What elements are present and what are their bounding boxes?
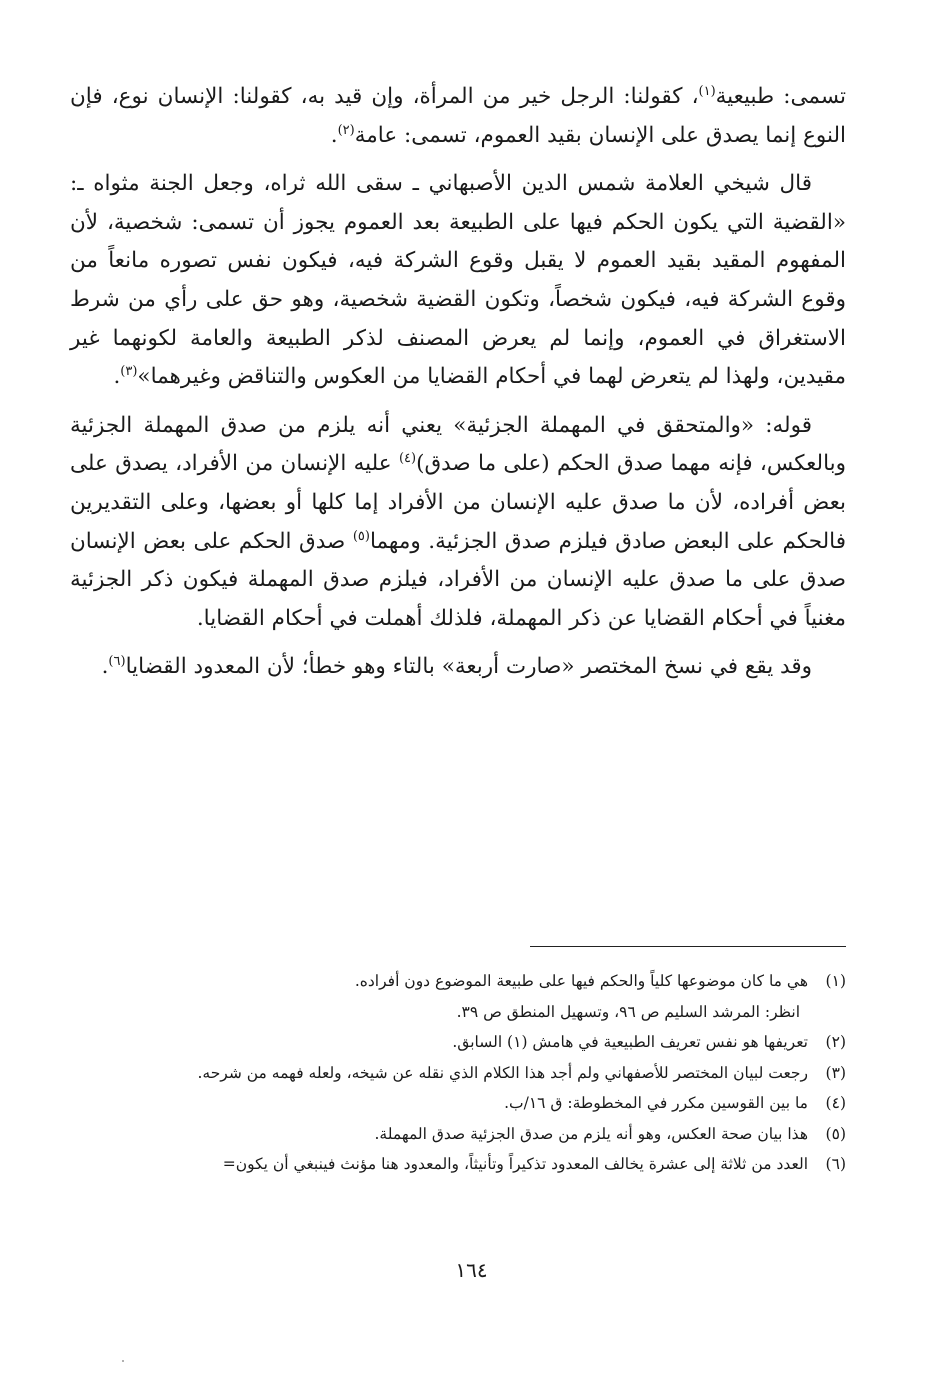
paragraph-2 xyxy=(70,165,846,397)
footnote-ref-6: (٦) xyxy=(108,654,126,670)
footnote-line: انظر: المرشد السليم ص ٩٦، وتسهيل المنطق ص ٣٩. xyxy=(456,1002,800,1021)
paragraph-1-text-2: ، كقولنا: الرجل خير من المرأة، وإن قيد به، كقولنا: الإنسان نوع، فإن النوع إنما يصدق على الإنسان بقيد العموم، تسمى: عامة xyxy=(70,84,846,148)
footnote-body xyxy=(70,1058,816,1089)
page-number: ١٦٤ xyxy=(455,1258,488,1282)
paragraph-4-text-2: . xyxy=(101,654,109,680)
footnote-line: العدد من ثلاثة إلى عشرة يخالف المعدود تذكيراً وتأنيثاً، والمعدود هنا مؤنث فينبغي أن يكون= xyxy=(222,1155,808,1173)
footnote-ref-5: (٥) xyxy=(352,528,370,544)
footnote-ref-4: (٤) xyxy=(398,451,417,467)
paragraph-1-text-3: . xyxy=(330,122,338,148)
footnote-number: (٦) xyxy=(825,1155,846,1173)
footnotes xyxy=(70,966,846,1180)
footnote-5 xyxy=(70,1119,846,1150)
footnote-body xyxy=(70,1027,816,1058)
footnote-number: (٤) xyxy=(825,1094,846,1112)
paragraph-4 xyxy=(70,648,846,687)
footnote-number: (٢) xyxy=(825,1033,846,1051)
main-text xyxy=(70,78,846,697)
footnote-line: هذا بيان صحة العكس، وهو أنه يلزم من صدق الجزئية صدق المهملة. xyxy=(374,1124,808,1143)
footnote-body xyxy=(70,1119,816,1150)
footnote-separator xyxy=(530,946,846,947)
footnote-line: هي ما كان موضوعها كلياً والحكم فيها على طبيعة الموضوع دون أفراده. xyxy=(354,972,808,990)
footnote-2 xyxy=(70,1027,846,1058)
footnote-4 xyxy=(70,1088,846,1119)
footnote-6 xyxy=(70,1149,846,1180)
footnote-ref-3: (٣) xyxy=(120,364,138,379)
footnote-line: تعريفها هو نفس تعريف الطبيعية في هامش (١) السابق. xyxy=(452,1033,808,1051)
footnote-3 xyxy=(70,1058,846,1089)
footnote-body xyxy=(70,966,816,1027)
footnote-ref-1: (١) xyxy=(698,83,716,99)
footnote-line: رجعت لبيان المختصر للأصفهاني ولم أجد هذا الكلام الذي نقله عن شيخه، ولعله فهمه من شرحه. xyxy=(197,1063,808,1082)
footnote-body xyxy=(70,1149,816,1180)
footnote-number: (١) xyxy=(825,972,846,990)
footnote-1 xyxy=(70,966,846,1027)
footnote-number: (٣) xyxy=(825,1063,846,1082)
footnote-body xyxy=(70,1088,816,1119)
paragraph-1-text-1: تسمى: طبيعية xyxy=(715,84,846,109)
footnote-number: (٥) xyxy=(825,1124,846,1143)
paragraph-3-text-2: عليه الإنسان من الأفراد، يصدق على بعض أفراده، لأن ما صدق عليه الإنسان من الأفراد إما كلها أو بعضها، وعلى التقديرين فالحكم على البعض صادق فيلزم صدق الجزئية. ومهما xyxy=(70,451,846,554)
scan-speck xyxy=(122,1360,124,1362)
paragraph-3-text-1: قوله: «والمتحقق في المهملة الجزئية» يعني أنه يلزم من صدق المهملة الجزئية وبالعكس، فإنه مهما صدق الحكم (على ما صدق) xyxy=(70,412,846,477)
paragraph-1 xyxy=(70,78,846,155)
footnote-line: ما بين القوسين مكرر في المخطوطة: ق ١٦/ب. xyxy=(504,1094,808,1112)
paragraph-3 xyxy=(70,407,846,639)
paragraph-2-text-2: . xyxy=(113,364,121,390)
paragraph-2-text-1: قال شيخي العلامة شمس الدين الأصبهاني ـ سقى الله ثراه، وجعل الجنة مثواه ـ: «القضية التي يكون الحكم فيها على الطبيعة بعد العموم يجوز أن تسمى: شخصية، لأن المفهوم المقيد بقيد العموم لا يقبل وقوع الشركة فيه، فيكون نفس تصوره مانعاً من وقوع الشركة فيه، فيكون شخصاً، وتكون القضية شخصية، وهو حق على رأي من شرط الاستغراق في العموم، وإنما لم يعرض المصنف لذكر الطبيعة والعامة لكونهما غير مقيدين، ولهذا لم يتعرض لهما في أحكام القضايا من العكوس والتناقض وغيرهما» xyxy=(70,171,846,390)
paragraph-3-text-3: صدق الحكم على بعض الإنسان صدق على ما صدق عليه الإنسان من الأفراد، فيلزم صدق المهملة فيكون ذكر الجزئية مغنياً في أحكام القضايا عن ذكر المهملة، فلذلك أهملت في أحكام القضايا. xyxy=(70,528,846,631)
footnote-ref-2: (٢) xyxy=(337,122,355,138)
paragraph-4-text-1: وقد يقع في نسخ المختصر «صارت أربعة» بالتاء وهو خطأ؛ لأن المعدود القضايا xyxy=(125,654,812,680)
